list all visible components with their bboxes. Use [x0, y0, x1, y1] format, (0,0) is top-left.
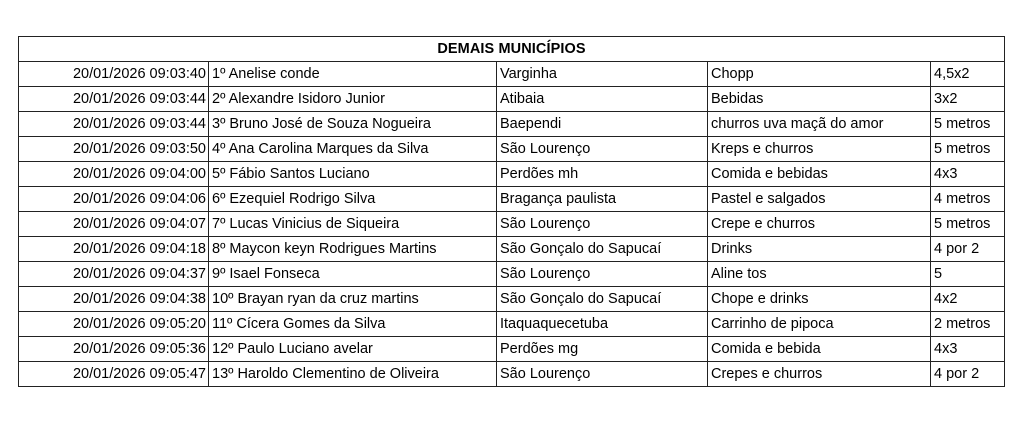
- cell-item: Comida e bebidas: [708, 162, 931, 187]
- cell-size: 3x2: [931, 87, 1005, 112]
- cell-size: 2 metros: [931, 312, 1005, 337]
- cell-name: 6º Ezequiel Rodrigo Silva: [209, 187, 497, 212]
- cell-datetime: 20/01/2026 09:04:07: [19, 212, 209, 237]
- cell-name: 4º Ana Carolina Marques da Silva: [209, 137, 497, 162]
- cell-city: Varginha: [497, 62, 708, 87]
- cell-size: 5 metros: [931, 137, 1005, 162]
- table-title: DEMAIS MUNICÍPIOS: [19, 37, 1005, 62]
- cell-size: 5 metros: [931, 112, 1005, 137]
- cell-city: Perdões mh: [497, 162, 708, 187]
- cell-item: Comida e bebida: [708, 337, 931, 362]
- cell-item: Chopp: [708, 62, 931, 87]
- cell-size: 5 metros: [931, 212, 1005, 237]
- cell-size: 4 metros: [931, 187, 1005, 212]
- cell-item: Crepe e churros: [708, 212, 931, 237]
- cell-name: 8º Maycon keyn Rodrigues Martins: [209, 237, 497, 262]
- municipios-table: [18, 36, 1005, 387]
- cell-size: 4 por 2: [931, 237, 1005, 262]
- cell-datetime: 20/01/2026 09:04:18: [19, 237, 209, 262]
- cell-item: Aline tos: [708, 262, 931, 287]
- cell-city: São Lourenço: [497, 262, 708, 287]
- cell-datetime: 20/01/2026 09:03:44: [19, 87, 209, 112]
- cell-size: 4,5x2: [931, 62, 1005, 87]
- table-row: [19, 162, 1005, 187]
- table-row: [19, 112, 1005, 137]
- cell-city: Itaquaquecetuba: [497, 312, 708, 337]
- cell-item: churros uva maçã do amor: [708, 112, 931, 137]
- table-body: [19, 37, 1005, 387]
- cell-city: São Lourenço: [497, 137, 708, 162]
- table-row: [19, 62, 1005, 87]
- table-row: [19, 237, 1005, 262]
- cell-name: 12º Paulo Luciano avelar: [209, 337, 497, 362]
- cell-datetime: 20/01/2026 09:04:37: [19, 262, 209, 287]
- cell-datetime: 20/01/2026 09:04:06: [19, 187, 209, 212]
- cell-size: 4x2: [931, 287, 1005, 312]
- table-row: [19, 287, 1005, 312]
- cell-item: Pastel e salgados: [708, 187, 931, 212]
- table-row: [19, 312, 1005, 337]
- cell-item: Drinks: [708, 237, 931, 262]
- cell-datetime: 20/01/2026 09:04:38: [19, 287, 209, 312]
- cell-datetime: 20/01/2026 09:05:20: [19, 312, 209, 337]
- cell-size: 4 por 2: [931, 362, 1005, 387]
- cell-city: Bragança paulista: [497, 187, 708, 212]
- cell-name: 13º Haroldo Clementino de Oliveira: [209, 362, 497, 387]
- cell-datetime: 20/01/2026 09:03:40: [19, 62, 209, 87]
- cell-datetime: 20/01/2026 09:04:00: [19, 162, 209, 187]
- cell-datetime: 20/01/2026 09:03:50: [19, 137, 209, 162]
- cell-name: 9º Isael Fonseca: [209, 262, 497, 287]
- cell-datetime: 20/01/2026 09:05:36: [19, 337, 209, 362]
- cell-name: 3º Bruno José de Souza Nogueira: [209, 112, 497, 137]
- cell-datetime: 20/01/2026 09:03:44: [19, 112, 209, 137]
- table-row: [19, 262, 1005, 287]
- cell-city: Atibaia: [497, 87, 708, 112]
- cell-item: Chope e drinks: [708, 287, 931, 312]
- cell-city: São Lourenço: [497, 362, 708, 387]
- table-row: [19, 337, 1005, 362]
- cell-item: Kreps e churros: [708, 137, 931, 162]
- cell-name: 5º Fábio Santos Luciano: [209, 162, 497, 187]
- cell-name: 7º Lucas Vinicius de Siqueira: [209, 212, 497, 237]
- cell-size: 5: [931, 262, 1005, 287]
- cell-name: 1º Anelise conde: [209, 62, 497, 87]
- cell-city: São Gonçalo do Sapucaí: [497, 287, 708, 312]
- title-row: [19, 37, 1005, 62]
- cell-size: 4x3: [931, 337, 1005, 362]
- cell-item: Carrinho de pipoca: [708, 312, 931, 337]
- cell-item: Crepes e churros: [708, 362, 931, 387]
- cell-name: 2º Alexandre Isidoro Junior: [209, 87, 497, 112]
- table-row: [19, 87, 1005, 112]
- cell-city: Perdões mg: [497, 337, 708, 362]
- cell-item: Bebidas: [708, 87, 931, 112]
- cell-city: São Gonçalo do Sapucaí: [497, 237, 708, 262]
- table-row: [19, 187, 1005, 212]
- table-row: [19, 362, 1005, 387]
- cell-name: 10º Brayan ryan da cruz martins: [209, 287, 497, 312]
- cell-datetime: 20/01/2026 09:05:47: [19, 362, 209, 387]
- table-row: [19, 212, 1005, 237]
- table-row: [19, 137, 1005, 162]
- cell-name: 11º Cícera Gomes da Silva: [209, 312, 497, 337]
- cell-size: 4x3: [931, 162, 1005, 187]
- cell-city: Baependi: [497, 112, 708, 137]
- cell-city: São Lourenço: [497, 212, 708, 237]
